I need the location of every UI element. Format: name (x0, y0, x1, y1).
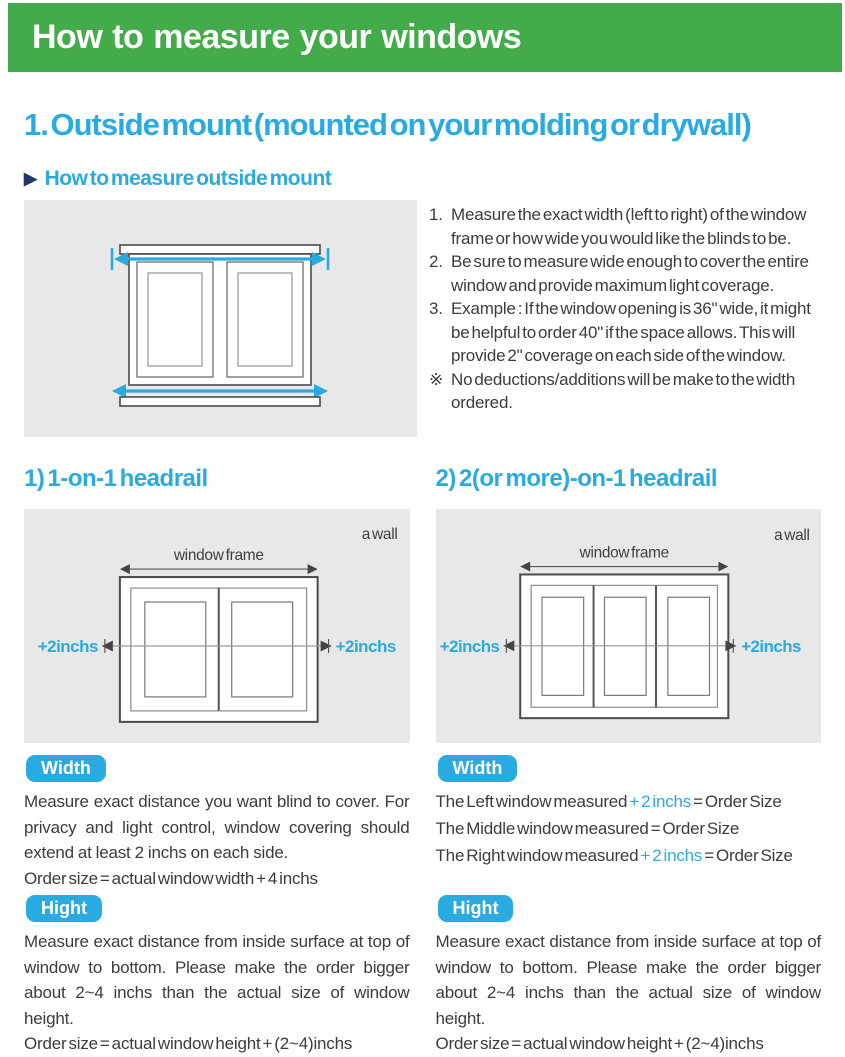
hight-section (436, 883, 822, 1057)
width-badge: Width (438, 755, 518, 782)
width-body: Measure exact distance you want blind to cover. For privacy and light control, window covering should extend at least 2 inchs on each side. (24, 792, 410, 862)
2-on-1-graphic (436, 509, 822, 743)
width-line (436, 815, 822, 842)
ext-arrowhead-left (102, 640, 113, 651)
triangle-bullet-icon: ▶ (24, 169, 37, 188)
column-heading: 2) 2(or more)-on-1 headrail (435, 465, 718, 492)
plus-2-inchs-left: +2inchs (439, 636, 499, 656)
page-title: How to measure your windows (32, 18, 522, 56)
line-text: The Left window measured (435, 792, 630, 811)
bottom-arrowhead-left (112, 384, 126, 398)
2-on-1-diagram (436, 509, 822, 743)
instruction-item (429, 297, 821, 368)
instruction-text: Be sure to measure wide enough to cover the entire window and provide maximum light coverage. (451, 252, 809, 295)
width-line (436, 788, 822, 815)
wall-label: a wall (361, 526, 398, 544)
instruction-item (429, 203, 821, 250)
outside-mount-diagram (24, 200, 417, 437)
width-line (436, 842, 822, 869)
column-heading: 1) 1-on-1 headrail (24, 465, 208, 492)
plus-2-inchs-right: +2inchs (335, 636, 396, 656)
column-2-on-1 (436, 465, 822, 1057)
plus-2-inchs-left: +2inchs (37, 636, 98, 656)
line-text: The Middle window measured = Order Size (435, 819, 740, 838)
dim-arrowhead-right (308, 564, 318, 574)
window-frame-label: window frame (173, 547, 264, 565)
dim-arrowhead-left (520, 562, 530, 572)
instruction-number: 3. (429, 299, 443, 318)
instruction-list (429, 200, 821, 437)
instruction-number: 1. (429, 205, 443, 224)
instruction-number: ※ (429, 369, 444, 389)
width-formula: Order size = actual window width + 4 inchs (24, 868, 318, 888)
window-sill (120, 397, 320, 406)
window-frame (129, 254, 311, 385)
hight-formula: Order size = actual window height + (2~4)inchs (435, 1034, 764, 1053)
ext-arrowhead-right (725, 640, 736, 651)
width-section (24, 743, 410, 888)
line-text: = Order Size (702, 846, 793, 865)
subheading-text: How to measure outside mount (44, 167, 332, 190)
outside-mount-row (24, 200, 821, 437)
line-text: The Right window measured (435, 846, 641, 865)
ext-arrowhead-left (503, 640, 514, 651)
hight-badge: Hight (26, 895, 102, 922)
1-on-1-diagram (24, 509, 410, 743)
window-top-board (120, 245, 320, 254)
instruction-number: 2. (429, 252, 443, 271)
window-frame-label: window frame (579, 544, 669, 562)
plus-2-inchs-right: +2inchs (740, 636, 801, 656)
width-badge: Width (26, 755, 106, 782)
width-section (436, 743, 822, 883)
dim-arrowhead-right (718, 562, 728, 572)
wall-label: a wall (773, 526, 810, 544)
bottom-arrowhead-right (314, 384, 328, 398)
1-on-1-graphic (24, 509, 410, 743)
section-heading: 1. Outside mount (mounted on your molding or drywall) (24, 107, 751, 142)
ext-arrowhead-right (321, 640, 332, 651)
headrail-columns (24, 465, 821, 1057)
dim-arrowhead-left (120, 564, 130, 574)
instruction-text: Measure the exact width (left to right) of the window frame or how wide you would like the blinds to be. (451, 205, 807, 248)
hight-badge: Hight (438, 895, 514, 922)
page (0, 3, 845, 1053)
instruction-item (429, 250, 821, 297)
column-1-on-1 (24, 465, 410, 1057)
main-content (0, 107, 845, 1057)
line-blue-text: + 2 inchs (629, 792, 692, 811)
instruction-item (429, 368, 821, 415)
line-text: = Order Size (691, 792, 782, 811)
subheading (24, 167, 821, 191)
hight-body: Measure exact distance from inside surface at top of window to bottom. Please make the order bigger about 2~4 inchs than the actual size of window height. (435, 932, 821, 1028)
page-banner (8, 3, 842, 72)
instruction-text: No deductions/additions will be make to the width ordered. (451, 369, 796, 412)
hight-body: Measure exact distance from inside surface at top of window to bottom. Please make the order bigger about 2~4 inchs than the actual size of window height. (24, 932, 410, 1028)
hight-formula: Order size = actual window height + (2~4)inchs (24, 1034, 353, 1053)
hight-section (24, 883, 410, 1057)
line-blue-text: + 2 inchs (640, 846, 703, 865)
instruction-text: Example : If the window opening is 36" wide, it might be helpful to order 40" if the space allows. This will provide 2" coverage on each side of the window. (451, 299, 811, 365)
window-measure-graphic (24, 200, 417, 437)
